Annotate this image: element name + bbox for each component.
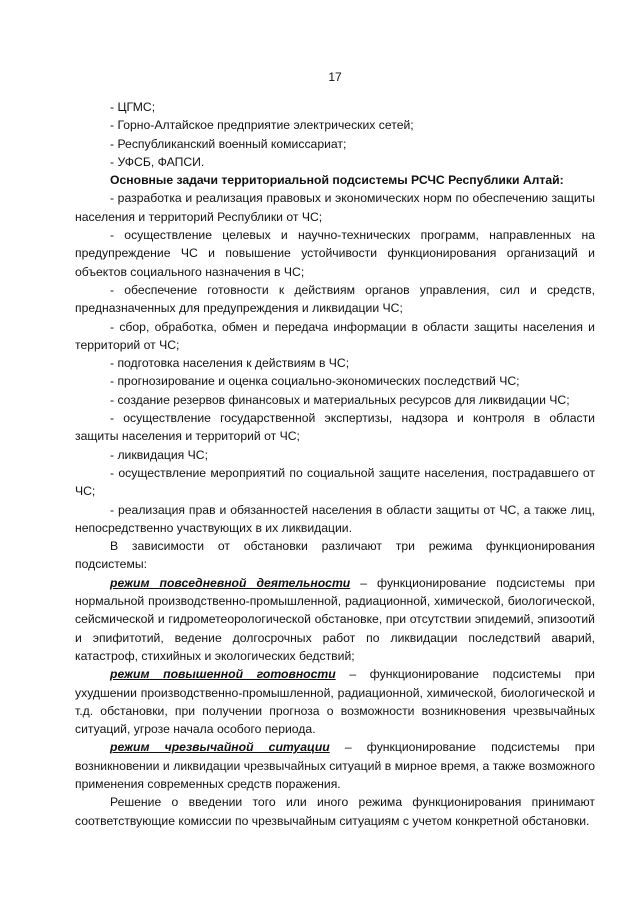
page-content xyxy=(75,98,595,830)
task-item: - ликвидация ЧС; xyxy=(110,447,208,462)
task-item: - реализация прав и обязанностей населения в области защиты от ЧС, а также лиц, непосредственно участвующих в их ликвидации. xyxy=(75,502,595,535)
mode-paragraph xyxy=(75,574,595,665)
mode-paragraph xyxy=(75,665,595,738)
page-number: 17 xyxy=(328,70,342,84)
closing-paragraph: Решение о введении того или иного режима функционирования принимают соответствующие комиссии по чрезвычайным ситуациям с учетом конкретной обстановки. xyxy=(75,795,595,828)
mode-term: режим повышенной готовности xyxy=(110,667,336,682)
task-item: - разработка и реализация правовых и экономических норм по обеспечению защиты населения и территорий Республики от ЧС; xyxy=(75,191,595,224)
list-item: - ЦГМС; xyxy=(110,100,156,114)
task-item: - подготовка населения к действиям в ЧС; xyxy=(110,356,350,371)
mode-description: – функционирование подсистемы при нормальной производственно-промышленной, радиационной, химической, биологической, сейсмической и гидрометеорологической обстановке, при отсутствии эпидемий, эпизоотий и эпифитотий, ведение долгосрочных работ по ликвидации последствий аварий, катастроф, стихийных и экологических бедствий; xyxy=(75,575,595,663)
tasks-heading: Основные задачи территориальной подсистемы РСЧС Республики Алтай: xyxy=(110,173,564,188)
task-item: - создание резервов финансовых и материальных ресурсов для ликвидации ЧС; xyxy=(110,392,570,407)
task-item: - обеспечение готовности к действиям органов управления, сил и средств, предназначенных для предупреждения и ликвидации ЧС; xyxy=(75,282,595,316)
task-item: - осуществление мероприятий по социальной защите населения, пострадавшего от ЧС; xyxy=(75,465,595,499)
mode-paragraph xyxy=(75,738,595,793)
list-item: - Республиканский военный комиссариат; xyxy=(110,136,347,151)
task-item: - сбор, обработка, обмен и передача информации в области защиты населения и территорий от ЧС; xyxy=(75,319,595,352)
task-item: - осуществление целевых и научно-технических программ, направленных на предупреждение ЧС и повышение устойчивости функционирования организаций и объектов социального назначения в ЧС; xyxy=(75,228,595,279)
mode-description: – функционирование подсистемы при ухудшении производственно-промышленной, радиационной, химической, биологической и т.д. обстановки, при получении прогноза о возможности возникновения чрезвычайных ситуаций, угрозе начала особого периода. xyxy=(75,667,595,737)
list-item: - УФСБ, ФАПСИ. xyxy=(110,154,205,169)
mode-description: – функционирование подсистемы при возникновении и ликвидации чрезвычайных ситуаций в мирное время, а также возможного применения современных средств поражения. xyxy=(75,740,595,791)
list-item: - Горно-Алтайское предприятие электрических сетей; xyxy=(110,118,414,133)
task-item: - прогнозирование и оценка социально-экономических последствий ЧС; xyxy=(110,374,520,389)
task-item: - осуществление государственной экспертизы, надзора и контроля в области защиты населения и территорий от ЧС; xyxy=(75,411,595,444)
mode-term: режим повседневной деятельности xyxy=(110,575,351,590)
modes-intro: В зависимости от обстановки различают три режима функционирования подсистемы: xyxy=(75,539,595,572)
mode-term: режим чрезвычайной ситуации xyxy=(110,740,330,755)
